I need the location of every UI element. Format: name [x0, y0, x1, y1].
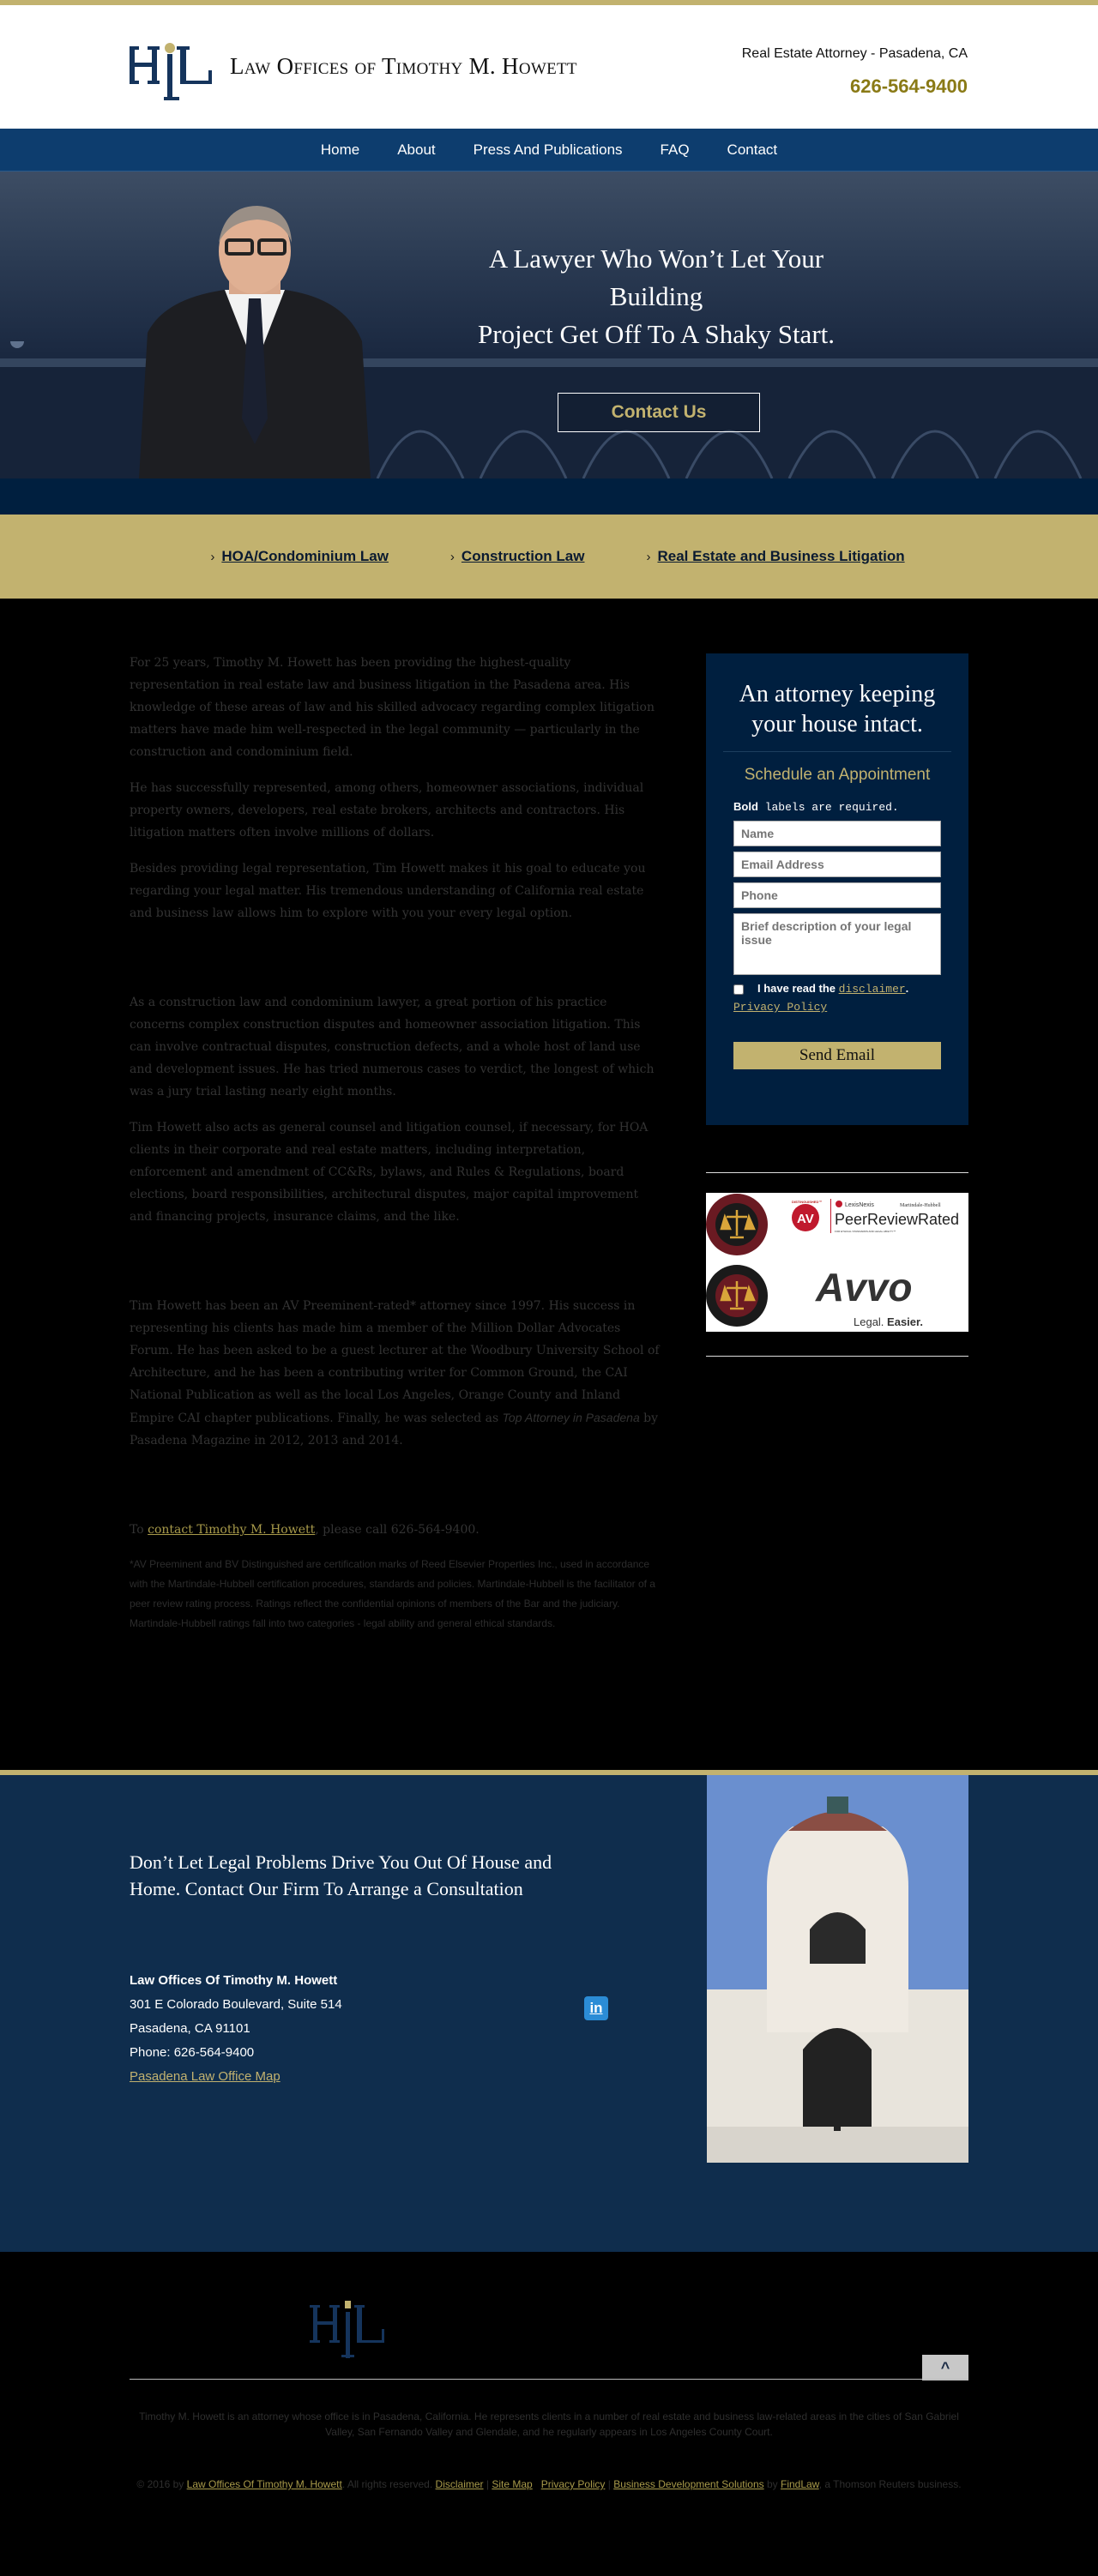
- send-email-button[interactable]: Send Email: [733, 1042, 941, 1069]
- practice-link-hoa[interactable]: HOA/Condominium Law: [221, 548, 389, 564]
- rating-disclaimer: *AV Preeminent and BV Distinguished are certification marks of Reed Elsevier Properties Inc., used in accordance with the Martindale-Hubbell certification procedures, standards and policies. Martindale-Hubbell is the facilitator of a peer review rating process. Ratings reflect the confidential opinions of members of the Bar and the judiciary. Martindale-Hubbell ratings fall into two categories - legal ability and general ethical standards.: [130, 1558, 655, 1629]
- paragraph: Besides providing legal representation, Tim Howett makes it his goal to educate you regarding your legal matter. His tremendous understanding of California real estate and business law allows him to explore with you your every legal option.: [130, 862, 646, 920]
- svg-text:DISTINGUISHED™: DISTINGUISHED™: [792, 1200, 823, 1204]
- footer-logo-icon[interactable]: [309, 2298, 395, 2360]
- contact-cta-section: [0, 1775, 1098, 2252]
- paragraph: For 25 years, Timothy M. Howett has been providing the highest-quality representation in real estate law and business litigation in the Pasadena area. His knowledge of these areas of law and his skilled advocacy regarding complex litigation matters have made him well-respected in the legal community — particularly in the construction and condominium field.: [130, 656, 655, 759]
- hero-banner: [0, 172, 1098, 478]
- footer-about-text: Timothy M. Howett is an attorney whose office is in Pasadena, California. He represents clients in a number of real estate and business law-related areas in the cities of San Gabriel Valley, San Fernando Valley and Glendale, and he regularly appears in Los Angeles County Court.: [139, 2410, 959, 2438]
- svg-text:Legal. Easier.: Legal. Easier.: [854, 1315, 923, 1328]
- footer-divider: [130, 2379, 968, 2380]
- site-header: [0, 5, 1098, 129]
- paragraph: He has successfully represented, among others, homeowner associations, individual property owners, developers, real estate brokers, architects and contractors. His litigation matters often involve millions of dollars.: [130, 781, 644, 840]
- chevron-right-icon: ›: [210, 549, 215, 564]
- office-city: Pasadena, CA 91101: [130, 2021, 250, 2036]
- chevron-right-icon: ›: [646, 549, 651, 564]
- practice-link-construction[interactable]: Construction Law: [461, 548, 585, 564]
- about-article: [130, 652, 661, 1647]
- svg-text:Avvo: Avvo: [816, 1265, 913, 1309]
- required-note: Bold labels are required.: [733, 800, 899, 814]
- contact-attorney-link[interactable]: contact Timothy M. Howett: [148, 1523, 316, 1537]
- privacy-policy-link[interactable]: Privacy Policy: [733, 1001, 828, 1014]
- footer-bds-link[interactable]: Business Development Solutions: [613, 2478, 764, 2490]
- contact-us-button[interactable]: Contact Us: [558, 393, 760, 432]
- footer-privacy-link[interactable]: Privacy Policy: [540, 2478, 606, 2490]
- office-phone: Phone: 626-564-9400: [130, 2045, 255, 2060]
- hero-headline: A Lawyer Who Won’t Let Your Building Project Get Off To A Shaky Start.: [477, 244, 836, 349]
- linkedin-icon[interactable]: in: [584, 1996, 608, 2020]
- chevron-right-icon: ›: [449, 549, 455, 564]
- name-field[interactable]: [733, 821, 941, 846]
- disclaimer-link[interactable]: disclaimer: [838, 983, 906, 996]
- disclaimer-agreement: I have read the disclaimer. Privacy Policy: [733, 982, 909, 1014]
- badges-image: [706, 1193, 968, 1332]
- sidebar: [706, 653, 968, 1357]
- hero-bottom-band: [0, 478, 1098, 515]
- million-badge-icon: [706, 1265, 768, 1327]
- header-tagline: Real Estate Attorney - Pasadena, CA: [741, 46, 968, 61]
- main-nav: [0, 129, 1098, 172]
- attorney-portrait-image: [130, 196, 379, 478]
- main-content-area: [0, 599, 1098, 1770]
- disclaimer-checkbox[interactable]: [733, 984, 744, 995]
- form-subheading: Schedule an Appointment: [744, 766, 931, 784]
- hil-logo-icon[interactable]: [130, 42, 214, 104]
- practice-link-litigation[interactable]: Real Estate and Business Litigation: [657, 548, 905, 564]
- paragraph: Tim Howett has been an AV Preeminent-rated* attorney since 1997. His success in representing his clients has made him a member of the Million Dollar Advocates Forum. He has been asked to be a guest lecturer at the Woodbury University School of Architecture, and he has been a contributing writer for Common Ground, the CAI National Publication as well as the local Los Angeles, Orange County and Inland Empire CAI chapter publications. Finally, he was selected as Top Attorney in Pasadena by Pasadena Magazine in 2012, 2013 and 2014.: [130, 1299, 660, 1447]
- footer-firm-link[interactable]: Law Offices Of Timothy M. Howett: [186, 2478, 342, 2490]
- footer-disclaimer-link[interactable]: Disclaimer: [435, 2478, 484, 2490]
- award-badges: [706, 1172, 968, 1357]
- svg-text:PeerReviewRated: PeerReviewRated: [835, 1211, 960, 1228]
- contact-line: To contact Timothy M. Howett, please call 626-564-9400.: [130, 1523, 480, 1537]
- legal-issue-field[interactable]: [733, 913, 941, 975]
- office-firm-name: Law Offices Of Timothy M. Howett: [130, 1973, 338, 1988]
- footer-findlaw-link[interactable]: FindLaw: [780, 2478, 819, 2490]
- nav-faq[interactable]: FAQ: [660, 141, 690, 158]
- svg-text:AV: AV: [797, 1212, 814, 1226]
- firm-name: Law Offices of Timothy M. Howett: [230, 53, 577, 79]
- back-to-top-button[interactable]: ^: [922, 2355, 968, 2380]
- footer-sitemap-link[interactable]: Site Map: [492, 2478, 533, 2490]
- practice-area-hoa: [210, 548, 389, 565]
- site-footer: [0, 2252, 1098, 2504]
- practice-area-construction: [450, 548, 585, 565]
- nav-about[interactable]: About: [397, 141, 436, 158]
- nav-contact[interactable]: Contact: [727, 141, 778, 158]
- phone-field[interactable]: [733, 882, 941, 908]
- svg-text:FOR ETHICAL STANDARDS AND LEGA: FOR ETHICAL STANDARDS AND LEGAL ABILITY™: [835, 1230, 896, 1233]
- office-address: [130, 1969, 342, 2089]
- header-phone-link[interactable]: 626-564-9400: [849, 75, 968, 97]
- cta-heading: Don’t Let Legal Problems Drive You Out Of House and Home. Contact Our Firm To Arrange a Consultation: [130, 1851, 552, 1899]
- paragraph: As a construction law and condominium lawyer, a great portion of his practice concerns complex construction disputes and homeowner association litigation. This can involve contractual disputes, construction defects, and a whole host of land use and development issues. He has tried numerous cases to verdict, the longest of which was a jury trial lasting nearly eight months.: [130, 996, 655, 1098]
- practice-areas-bar: [0, 515, 1098, 599]
- appointment-form: [706, 653, 968, 1125]
- svg-text:LexisNexis: LexisNexis: [845, 1202, 874, 1208]
- pasadena-city-hall-image: [707, 1775, 968, 2163]
- office-map-link[interactable]: Pasadena Law Office Map: [130, 2069, 281, 2084]
- multi-million-badge-icon: [706, 1194, 768, 1255]
- practice-area-litigation: [646, 548, 904, 565]
- form-heading: An attorney keeping your house intact.: [723, 679, 951, 752]
- footer-copyright: © 2016 by Law Offices Of Timothy M. Howett. All rights reserved. Disclaimer | Site Map Privacy Policy | Business Development Solutions by FindLaw, a Thomson Reuters business.: [136, 2478, 962, 2490]
- nav-home[interactable]: Home: [320, 141, 360, 158]
- email-field[interactable]: [733, 852, 941, 877]
- paragraph: Tim Howett also acts as general counsel and litigation counsel, if necessary, for HOA clients in their corporate and real estate matters, including interpretation, enforcement and amendment of CC&Rs, bylaws, and Rules & Regulations, board elections, board responsibilities, architectural disputes, major capital improvement and financing projects, insurance claims, and the like.: [130, 1121, 649, 1224]
- office-street: 301 E Colorado Boulevard, Suite 514: [130, 1997, 342, 2012]
- svg-text:Martindale-Hubbell: Martindale-Hubbell: [900, 1203, 941, 1208]
- nav-press-publications[interactable]: Press And Publications: [473, 141, 623, 158]
